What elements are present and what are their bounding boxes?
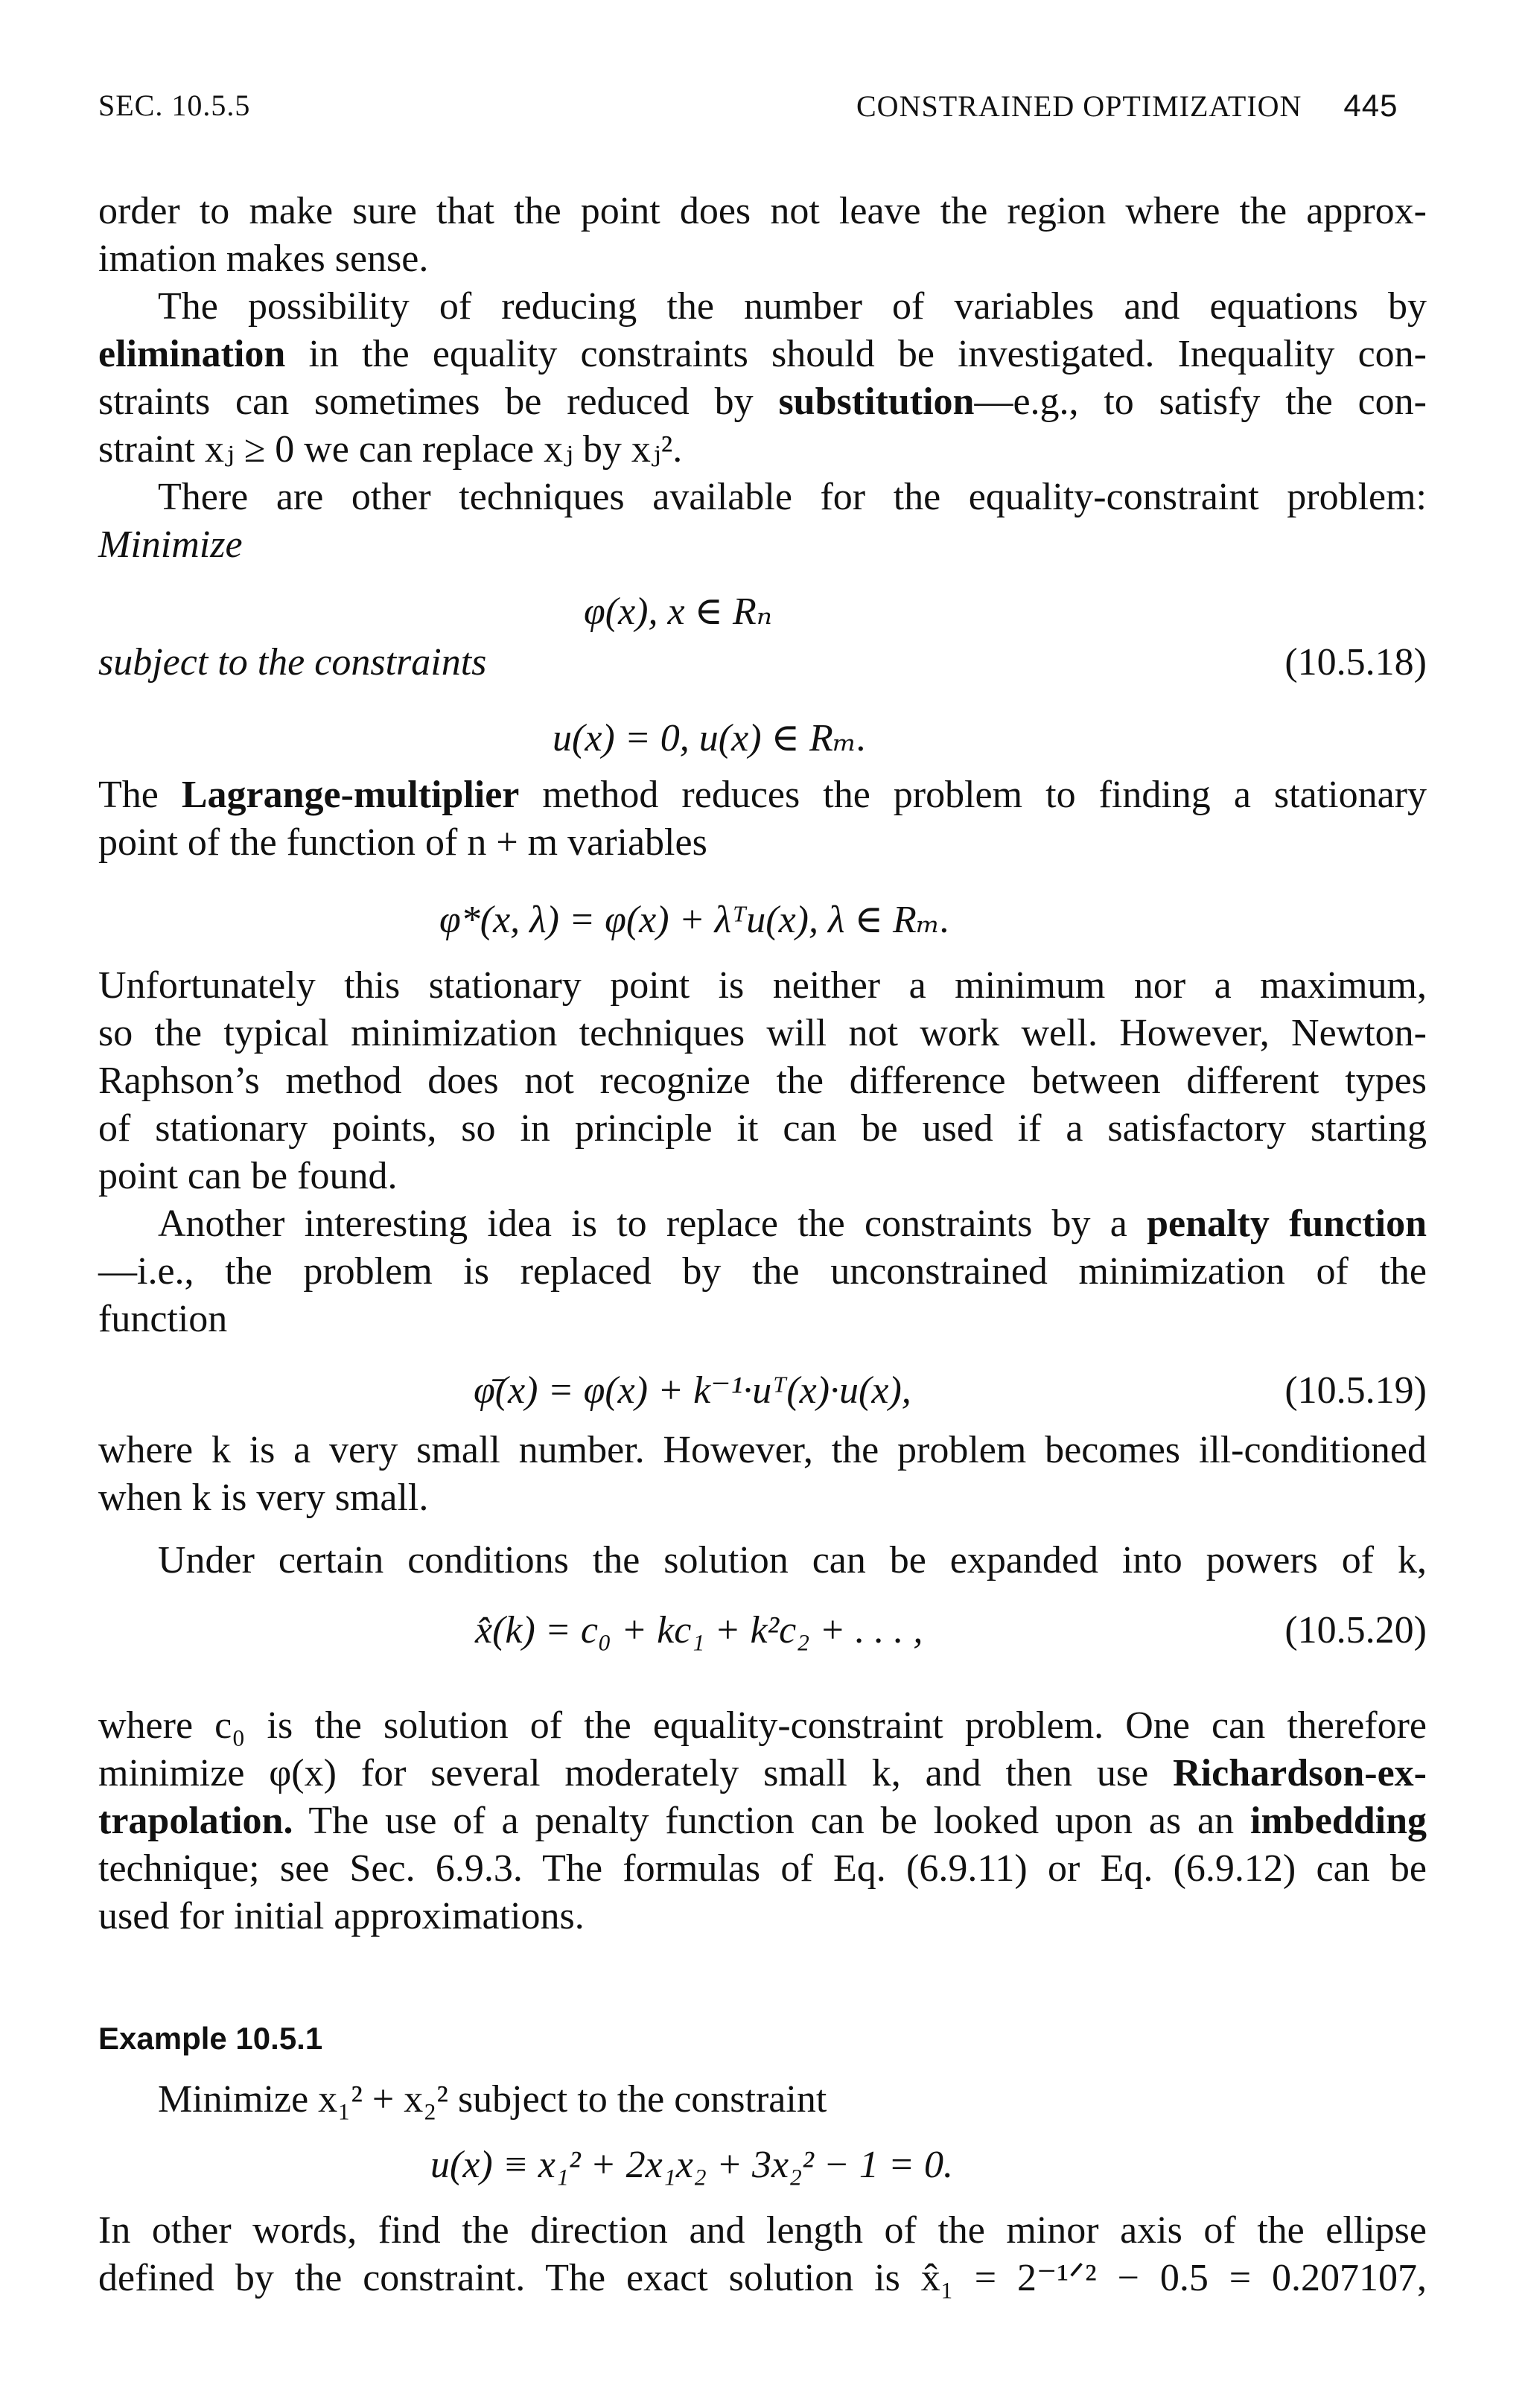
text-line: trapolation. The use of a penalty function can be looked upon as an imbedding bbox=[98, 1800, 1427, 1842]
text-line: technique; see Sec. 6.9.3. The formulas of Eq. (6.9.11) or Eq. (6.9.12) can be bbox=[98, 1847, 1427, 1890]
text-line: when k is very small. bbox=[98, 1477, 429, 1519]
text-line: The Lagrange-multiplier method reduces the problem to finding a stationary bbox=[98, 774, 1427, 816]
equation-expansion: x̂(k) = c₀ + kc₁ + k²c₂ + . . . , bbox=[475, 1609, 923, 1651]
text-line: of stationary points, so in principle it can be used if a satisfactory starting bbox=[98, 1107, 1427, 1150]
text-line: straints can sometimes be reduced by substitution—e.g., to satisfy the con- bbox=[98, 380, 1427, 423]
equation-lagrangian: φ*(x, λ) = φ(x) + λᵀu(x), λ ∈ Rₘ. bbox=[439, 899, 950, 941]
equation-constraint: u(x) = 0, u(x) ∈ Rₘ. bbox=[553, 717, 867, 759]
text-line: where c₀ is the solution of the equality-constraint problem. One can therefore bbox=[98, 1704, 1427, 1747]
text-line: minimize φ(x) for several moderately small k, and then use Richardson-ex- bbox=[98, 1752, 1427, 1794]
equation-number: (10.5.18) bbox=[1284, 641, 1427, 684]
text-line: point of the function of n + m variables bbox=[98, 821, 707, 864]
equation-ellipse: u(x) ≡ x₁² + 2x₁x₂ + 3x₂² − 1 = 0. bbox=[430, 2144, 953, 2186]
text-line: There are other techniques available for the equality-constraint problem: bbox=[158, 476, 1427, 518]
text-line: Another interesting idea is to replace the constraints by a penalty function bbox=[158, 1203, 1427, 1245]
term-imbedding: imbedding bbox=[1250, 1800, 1427, 1842]
text-line: Minimize x₁² + x₂² subject to the constraint bbox=[158, 2078, 827, 2121]
text-line: —i.e., the problem is replaced by the unconstrained minimization of the bbox=[98, 1250, 1427, 1293]
text-line: In other words, find the direction and length of the minor axis of the ellipse bbox=[98, 2209, 1427, 2252]
term-elimination: elimination bbox=[98, 333, 286, 375]
term-lagrange: Lagrange-multiplier bbox=[181, 774, 520, 816]
text-line: Raphson’s method does not recognize the difference between different types bbox=[98, 1060, 1427, 1102]
text-line: so the typical minimization techniques will not work well. However, Newton- bbox=[98, 1012, 1427, 1054]
text-line: function bbox=[98, 1298, 228, 1340]
equation-penalty: φ̄(x) = φ(x) + k⁻¹·uᵀ(x)·u(x), bbox=[474, 1369, 911, 1412]
term-richardson: Richardson-ex- bbox=[1173, 1752, 1427, 1794]
equation-number: (10.5.20) bbox=[1284, 1609, 1427, 1651]
text-line: Under certain conditions the solution can be expanded into powers of k, bbox=[158, 1539, 1427, 1582]
text-line: Minimize bbox=[98, 523, 243, 566]
example-heading: Example 10.5.1 bbox=[98, 2021, 323, 2056]
text-line: straint xⱼ ≥ 0 we can replace xⱼ by xⱼ². bbox=[98, 428, 683, 471]
text-line: imation makes sense. bbox=[98, 238, 429, 280]
text-line: Unfortunately this stationary point is neither a minimum nor a maximum, bbox=[98, 964, 1427, 1007]
text-line: The possibility of reducing the number of variables and equations by bbox=[158, 285, 1427, 328]
text-line: elimination in the equality constraints should be investigated. Inequality con- bbox=[98, 333, 1427, 375]
text-line: point can be found. bbox=[98, 1155, 398, 1197]
page-number: 445 bbox=[1343, 88, 1398, 123]
text-line: subject to the constraints bbox=[98, 641, 487, 684]
text-line: used for initial approximations. bbox=[98, 1895, 585, 1937]
term-substitution: substitution bbox=[778, 380, 975, 423]
section-label: SEC. 10.5.5 bbox=[98, 89, 251, 122]
running-header bbox=[856, 88, 1398, 124]
text-line: where k is a very small number. However, the problem becomes ill-conditioned bbox=[98, 1429, 1427, 1471]
text-line: order to make sure that the point does not leave the region where the approx- bbox=[98, 190, 1427, 232]
equation-objective: φ(x), x ∈ Rₙ bbox=[584, 590, 772, 633]
term-penalty-function: penalty function bbox=[1147, 1203, 1427, 1245]
running-title: CONSTRAINED OPTIMIZATION bbox=[856, 89, 1302, 123]
equation-number: (10.5.19) bbox=[1284, 1369, 1427, 1412]
text-line: defined by the constraint. The exact solution is x̂₁ = 2⁻¹ᐟ² − 0.5 = 0.207107, bbox=[98, 2257, 1427, 2299]
